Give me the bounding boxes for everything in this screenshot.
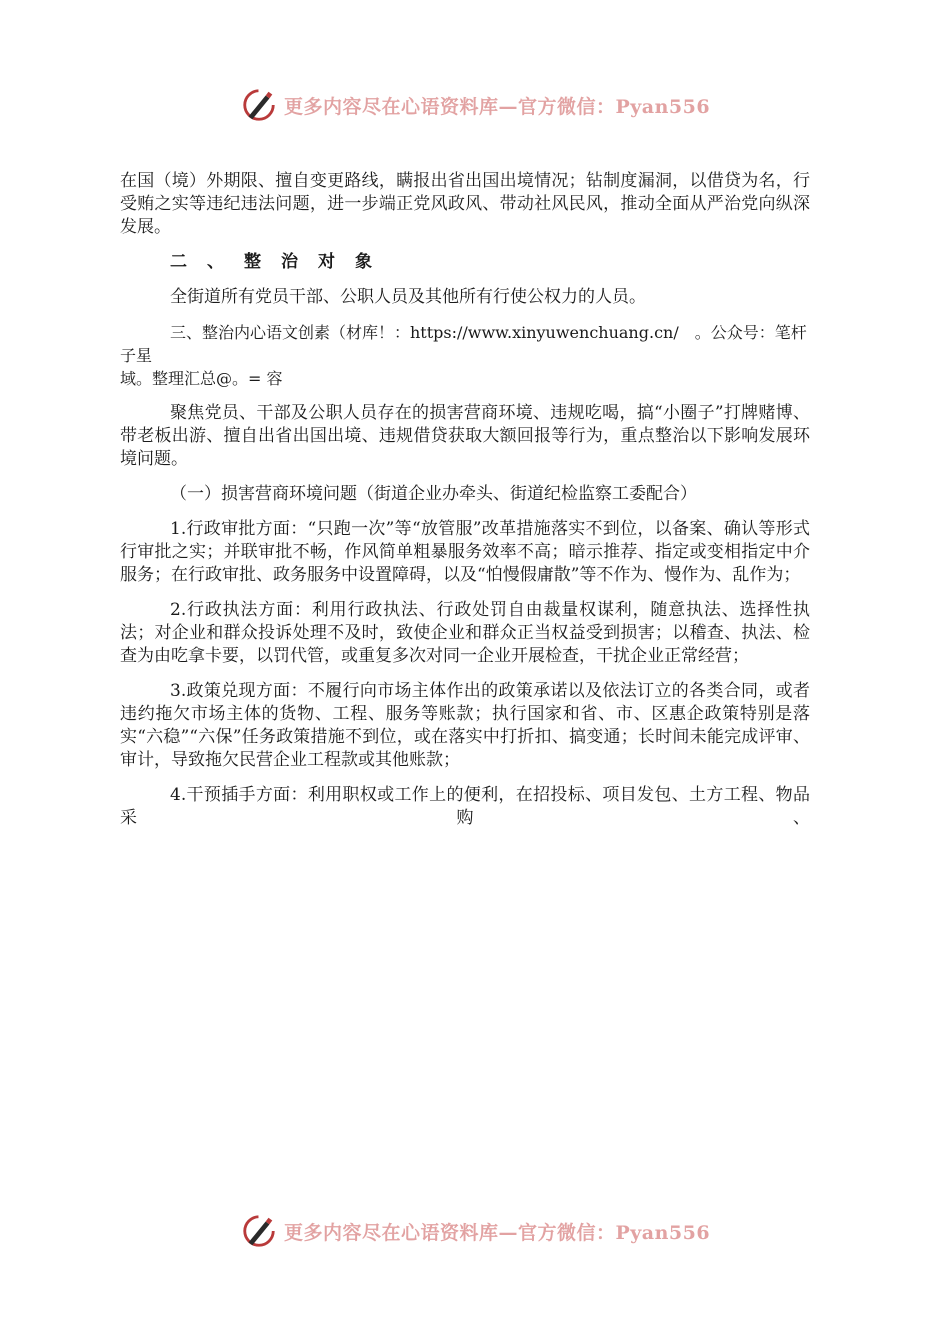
paragraph-item-1: 1.行政审批方面：“只跑一次”等“放管服”改革措施落实不到位，以备案、确认等形式行审批之实；并联审批不畅，作风简单粗暴服务效率不高；暗示推荐、指定或变相指定中介服务；在行政审批、政务服务中设置障碍，以及“怕慢假庸散”等不作为、慢作为、乱作为；: [120, 519, 810, 585]
banner-text: 更多内容尽在心语资料库—官方微信：Pyan556: [283, 1221, 711, 1244]
footer-banner: [0, 1208, 950, 1254]
seal-pen-icon: [240, 86, 278, 124]
section-heading-2: 二、整治对象: [170, 252, 392, 272]
banner-text: 更多内容尽在心语资料库—官方微信：Pyan556: [283, 95, 711, 118]
paragraph-subsection-1: （一）损害营商环境问题（街道企业办牵头、街道纪检监察工委配合）: [170, 484, 697, 504]
section-3-line-1: 三、整治内心语文创素（材库！：https://www.xinyuwenchuang.cn/ 。公众号：笔杆子星: [120, 323, 807, 365]
section-3-line-2: 域。整理汇总@。= 容: [120, 369, 283, 388]
paragraph-intro: 在国（境）外期限、擅自变更路线，瞒报出省出国出境情况；钻制度漏洞，以借贷为名，行受贿之实等违纪违法问题，进一步端正党风政风、带动社风民风，推动全面从严治党向纵深发展。: [120, 171, 810, 237]
paragraph-section-3: [120, 321, 810, 390]
paragraph-item-2: 2.行政执法方面：利用行政执法、行政处罚自由裁量权谋利，随意执法、选择性执法；对企业和群众投诉处理不及时，致使企业和群众正当权益受到损害；以稽查、执法、检查为由吃拿卡要，以罚代管，或重复多次对同一企业开展检查，干扰企业正常经营；: [120, 600, 810, 666]
paragraph-focus: 聚焦党员、干部及公职人员存在的损害营商环境、违规吃喝，搞“小圈子”打牌赌博、带老板出游、擅自出省出国出境、违规借贷获取大额回报等行为，重点整治以下影响发展环境问题。: [120, 403, 810, 469]
seal-pen-icon: [240, 1212, 278, 1250]
header-banner: [0, 82, 950, 128]
paragraph-targets: 全街道所有党员干部、公职人员及其他所有行使公权力的人员。: [170, 287, 646, 307]
paragraph-item-4: 4.干预插手方面：利用职权或工作上的便利，在招投标、项目发包、土方工程、物品采购、: [120, 785, 810, 828]
document-body: [120, 170, 810, 830]
paragraph-item-3: 3.政策兑现方面：不履行向市场主体作出的政策承诺以及依法订立的各类合同，或者违约拖欠市场主体的货物、工程、服务等账款；执行国家和省、市、区惠企政策特别是落实“六稳”“六保”任务政策措施不到位，或在落实中打折扣、搞变通；长时间未能完成评审、审计，导致拖欠民营企业工程款或其他账款；: [120, 681, 810, 770]
